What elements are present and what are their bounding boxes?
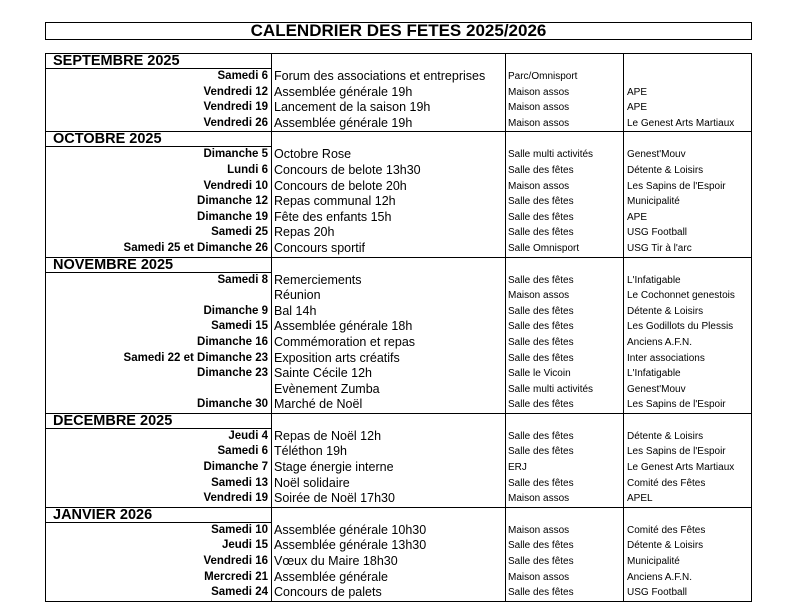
event-name: Lancement de la saison 19h (272, 100, 506, 116)
event-organizer: Comité des Fêtes (627, 477, 706, 489)
event-place: Salle multi activités (506, 382, 624, 398)
month-header-spacer (272, 414, 506, 429)
event-organizer: Détente & Loisirs (627, 430, 704, 442)
event-organizer: Le Cochonnet genestois (627, 290, 735, 302)
event-organizer: L'Infatigable (627, 274, 681, 286)
event-name: Bal 14h (272, 304, 506, 320)
event-organizer: Genest'Mouv (627, 149, 686, 161)
event-name: Concours de palets (272, 585, 506, 601)
event-organizer: Anciens A.F.N. (627, 571, 693, 583)
event-row (46, 100, 751, 116)
event-organizer: Détente & Loisirs (627, 305, 704, 317)
event-row (46, 210, 751, 226)
event-place: Salle des fêtes (506, 476, 624, 492)
event-name: Stage énergie interne (272, 460, 506, 476)
event-organizer: Les Sapins de l'Espoir (627, 180, 726, 192)
event-name: Repas de Noël 12h (272, 429, 506, 445)
event-row (46, 523, 751, 539)
event-date: Samedi 25 (46, 225, 272, 241)
event-row (46, 273, 751, 289)
event-date (46, 288, 272, 304)
month-header-spacer (624, 54, 751, 69)
event-place: Salle des fêtes (506, 444, 624, 460)
event-row (46, 194, 751, 210)
month-header-spacer (506, 54, 624, 69)
month-header-spacer (624, 508, 751, 523)
event-row (46, 225, 751, 241)
event-date: Lundi 6 (46, 163, 272, 179)
event-date: Jeudi 15 (46, 538, 272, 554)
event-name: Téléthon 19h (272, 444, 506, 460)
event-row (46, 476, 751, 492)
event-organizer: L'Infatigable (627, 368, 681, 380)
events-calendar-table (45, 53, 752, 602)
event-row (46, 163, 751, 179)
event-name: Concours de belote 20h (272, 179, 506, 195)
event-name: Concours de belote 13h30 (272, 163, 506, 179)
event-name: Octobre Rose (272, 147, 506, 163)
event-date: Dimanche 16 (46, 335, 272, 351)
month-section (46, 54, 751, 132)
month-header-row (46, 132, 751, 147)
event-date (46, 382, 272, 398)
month-title: SEPTEMBRE 2025 (46, 54, 272, 69)
event-organizer: APEL (627, 493, 653, 505)
event-organizer: Détente & Loisirs (627, 540, 704, 552)
event-organizer: Détente & Loisirs (627, 164, 704, 176)
event-organizer: APE (627, 211, 648, 223)
event-date: Vendredi 26 (46, 116, 272, 132)
event-place: Maison assos (506, 116, 624, 132)
month-header-spacer (624, 414, 751, 429)
event-place: Salle Omnisport (506, 241, 624, 257)
event-date: Dimanche 30 (46, 397, 272, 413)
event-row (46, 570, 751, 586)
event-date: Samedi 25 et Dimanche 26 (46, 241, 272, 257)
event-place: Salle des fêtes (506, 585, 624, 601)
event-name: Noël solidaire (272, 476, 506, 492)
month-header-row (46, 54, 751, 69)
event-organizer: USG Football (627, 587, 688, 599)
month-title: DECEMBRE 2025 (46, 414, 272, 429)
event-name: Assemblée générale 19h (272, 116, 506, 132)
event-place: Maison assos (506, 288, 624, 304)
event-row (46, 382, 751, 398)
month-header-spacer (272, 508, 506, 523)
month-header-spacer (272, 258, 506, 273)
month-header-spacer (272, 132, 506, 147)
event-place: Salle des fêtes (506, 335, 624, 351)
event-name: Commémoration et repas (272, 335, 506, 351)
month-header-spacer (624, 258, 751, 273)
event-date: Dimanche 23 (46, 366, 272, 382)
event-name: Concours sportif (272, 241, 506, 257)
month-section (46, 414, 751, 508)
event-row (46, 335, 751, 351)
event-row (46, 397, 751, 413)
event-row (46, 429, 751, 445)
event-date: Dimanche 7 (46, 460, 272, 476)
event-place: Salle des fêtes (506, 225, 624, 241)
event-name: Assemblée générale 13h30 (272, 538, 506, 554)
calendar-title: CALENDRIER DES FETES 2025/2026 (45, 22, 752, 40)
event-place: Maison assos (506, 100, 624, 116)
month-section (46, 132, 751, 257)
event-organizer: Comité des Fêtes (627, 524, 706, 536)
event-row (46, 351, 751, 367)
event-organizer: USG Tir à l'arc (627, 242, 692, 254)
event-date: Vendredi 16 (46, 554, 272, 570)
event-date: Vendredi 10 (46, 179, 272, 195)
event-organizer: Les Godillots du Plessis (627, 321, 734, 333)
month-header-spacer (506, 132, 624, 147)
event-place: Salle des fêtes (506, 538, 624, 554)
event-row (46, 554, 751, 570)
event-place: Salle multi activités (506, 147, 624, 163)
event-name: Repas 20h (272, 225, 506, 241)
event-date: Vendredi 19 (46, 100, 272, 116)
event-organizer: Le Genest Arts Martiaux (627, 117, 735, 129)
event-date: Dimanche 19 (46, 210, 272, 226)
event-row (46, 69, 751, 85)
month-section (46, 508, 751, 602)
event-name: Assemblée générale 19h (272, 85, 506, 101)
event-date: Samedi 24 (46, 585, 272, 601)
event-place: Maison assos (506, 570, 624, 586)
event-place: Maison assos (506, 523, 624, 539)
event-place: Salle des fêtes (506, 319, 624, 335)
event-organizer: USG Football (627, 227, 688, 239)
event-organizer: Genest'Mouv (627, 383, 686, 395)
event-place: Salle des fêtes (506, 273, 624, 289)
event-place: Salle le Vicoin (506, 366, 624, 382)
month-title: OCTOBRE 2025 (46, 132, 272, 147)
event-name: Vœux du Maire 18h30 (272, 554, 506, 570)
month-header-spacer (506, 414, 624, 429)
event-row (46, 366, 751, 382)
event-row (46, 319, 751, 335)
event-place: Salle des fêtes (506, 304, 624, 320)
event-place: Salle des fêtes (506, 397, 624, 413)
event-row (46, 241, 751, 257)
event-name: Remerciements (272, 273, 506, 289)
month-header-spacer (624, 132, 751, 147)
event-date: Mercredi 21 (46, 570, 272, 586)
month-title: NOVEMBRE 2025 (46, 258, 272, 273)
event-row (46, 85, 751, 101)
event-name: Evènement Zumba (272, 382, 506, 398)
event-organizer: Le Genest Arts Martiaux (627, 462, 735, 474)
event-place: Parc/Omnisport (506, 69, 624, 85)
month-header-spacer (506, 508, 624, 523)
event-name: Repas communal 12h (272, 194, 506, 210)
event-place: Maison assos (506, 491, 624, 507)
event-name: Soirée de Noël 17h30 (272, 491, 506, 507)
event-row (46, 288, 751, 304)
event-name: Fête des enfants 15h (272, 210, 506, 226)
event-place: Maison assos (506, 85, 624, 101)
event-organizer: Inter associations (627, 352, 705, 364)
event-date: Dimanche 9 (46, 304, 272, 320)
event-row (46, 179, 751, 195)
event-date: Samedi 15 (46, 319, 272, 335)
event-row (46, 116, 751, 132)
event-date: Samedi 6 (46, 69, 272, 85)
event-name: Assemblée générale 10h30 (272, 523, 506, 539)
event-date: Samedi 6 (46, 444, 272, 460)
event-row (46, 147, 751, 163)
event-place: Salle des fêtes (506, 163, 624, 179)
event-place: Salle des fêtes (506, 194, 624, 210)
event-name: Réunion (272, 288, 506, 304)
event-place: Salle des fêtes (506, 351, 624, 367)
event-name: Forum des associations et entreprises (272, 69, 506, 85)
month-title: JANVIER 2026 (46, 508, 272, 523)
event-date: Vendredi 12 (46, 85, 272, 101)
event-organizer (624, 69, 751, 85)
event-name: Marché de Noël (272, 397, 506, 413)
event-place: ERJ (506, 460, 624, 476)
event-organizer: Les Sapins de l'Espoir (627, 446, 726, 458)
event-name: Assemblée générale 18h (272, 319, 506, 335)
event-date: Samedi 8 (46, 273, 272, 289)
event-date: Jeudi 4 (46, 429, 272, 445)
event-row (46, 538, 751, 554)
event-organizer: Anciens A.F.N. (627, 336, 693, 348)
event-place: Salle des fêtes (506, 210, 624, 226)
event-place: Salle des fêtes (506, 554, 624, 570)
month-header-spacer (272, 54, 506, 69)
event-organizer: APE (627, 102, 648, 114)
event-date: Samedi 22 et Dimanche 23 (46, 351, 272, 367)
month-header-row (46, 414, 751, 429)
event-organizer: Municipalité (627, 556, 680, 568)
event-date: Samedi 10 (46, 523, 272, 539)
month-header-row (46, 508, 751, 523)
event-row (46, 491, 751, 507)
event-row (46, 444, 751, 460)
event-organizer: Les Sapins de l'Espoir (627, 399, 726, 411)
event-date: Dimanche 5 (46, 147, 272, 163)
event-name: Sainte Cécile 12h (272, 366, 506, 382)
month-header-spacer (506, 258, 624, 273)
event-date: Samedi 13 (46, 476, 272, 492)
event-organizer: Municipalité (627, 196, 680, 208)
event-row (46, 304, 751, 320)
month-section (46, 258, 751, 414)
event-name: Exposition arts créatifs (272, 351, 506, 367)
month-header-row (46, 258, 751, 273)
event-organizer: APE (627, 86, 648, 98)
event-place: Salle des fêtes (506, 429, 624, 445)
event-row (46, 460, 751, 476)
event-place: Maison assos (506, 179, 624, 195)
event-date: Vendredi 19 (46, 491, 272, 507)
event-row (46, 585, 751, 601)
event-date: Dimanche 12 (46, 194, 272, 210)
event-name: Assemblée générale (272, 570, 506, 586)
